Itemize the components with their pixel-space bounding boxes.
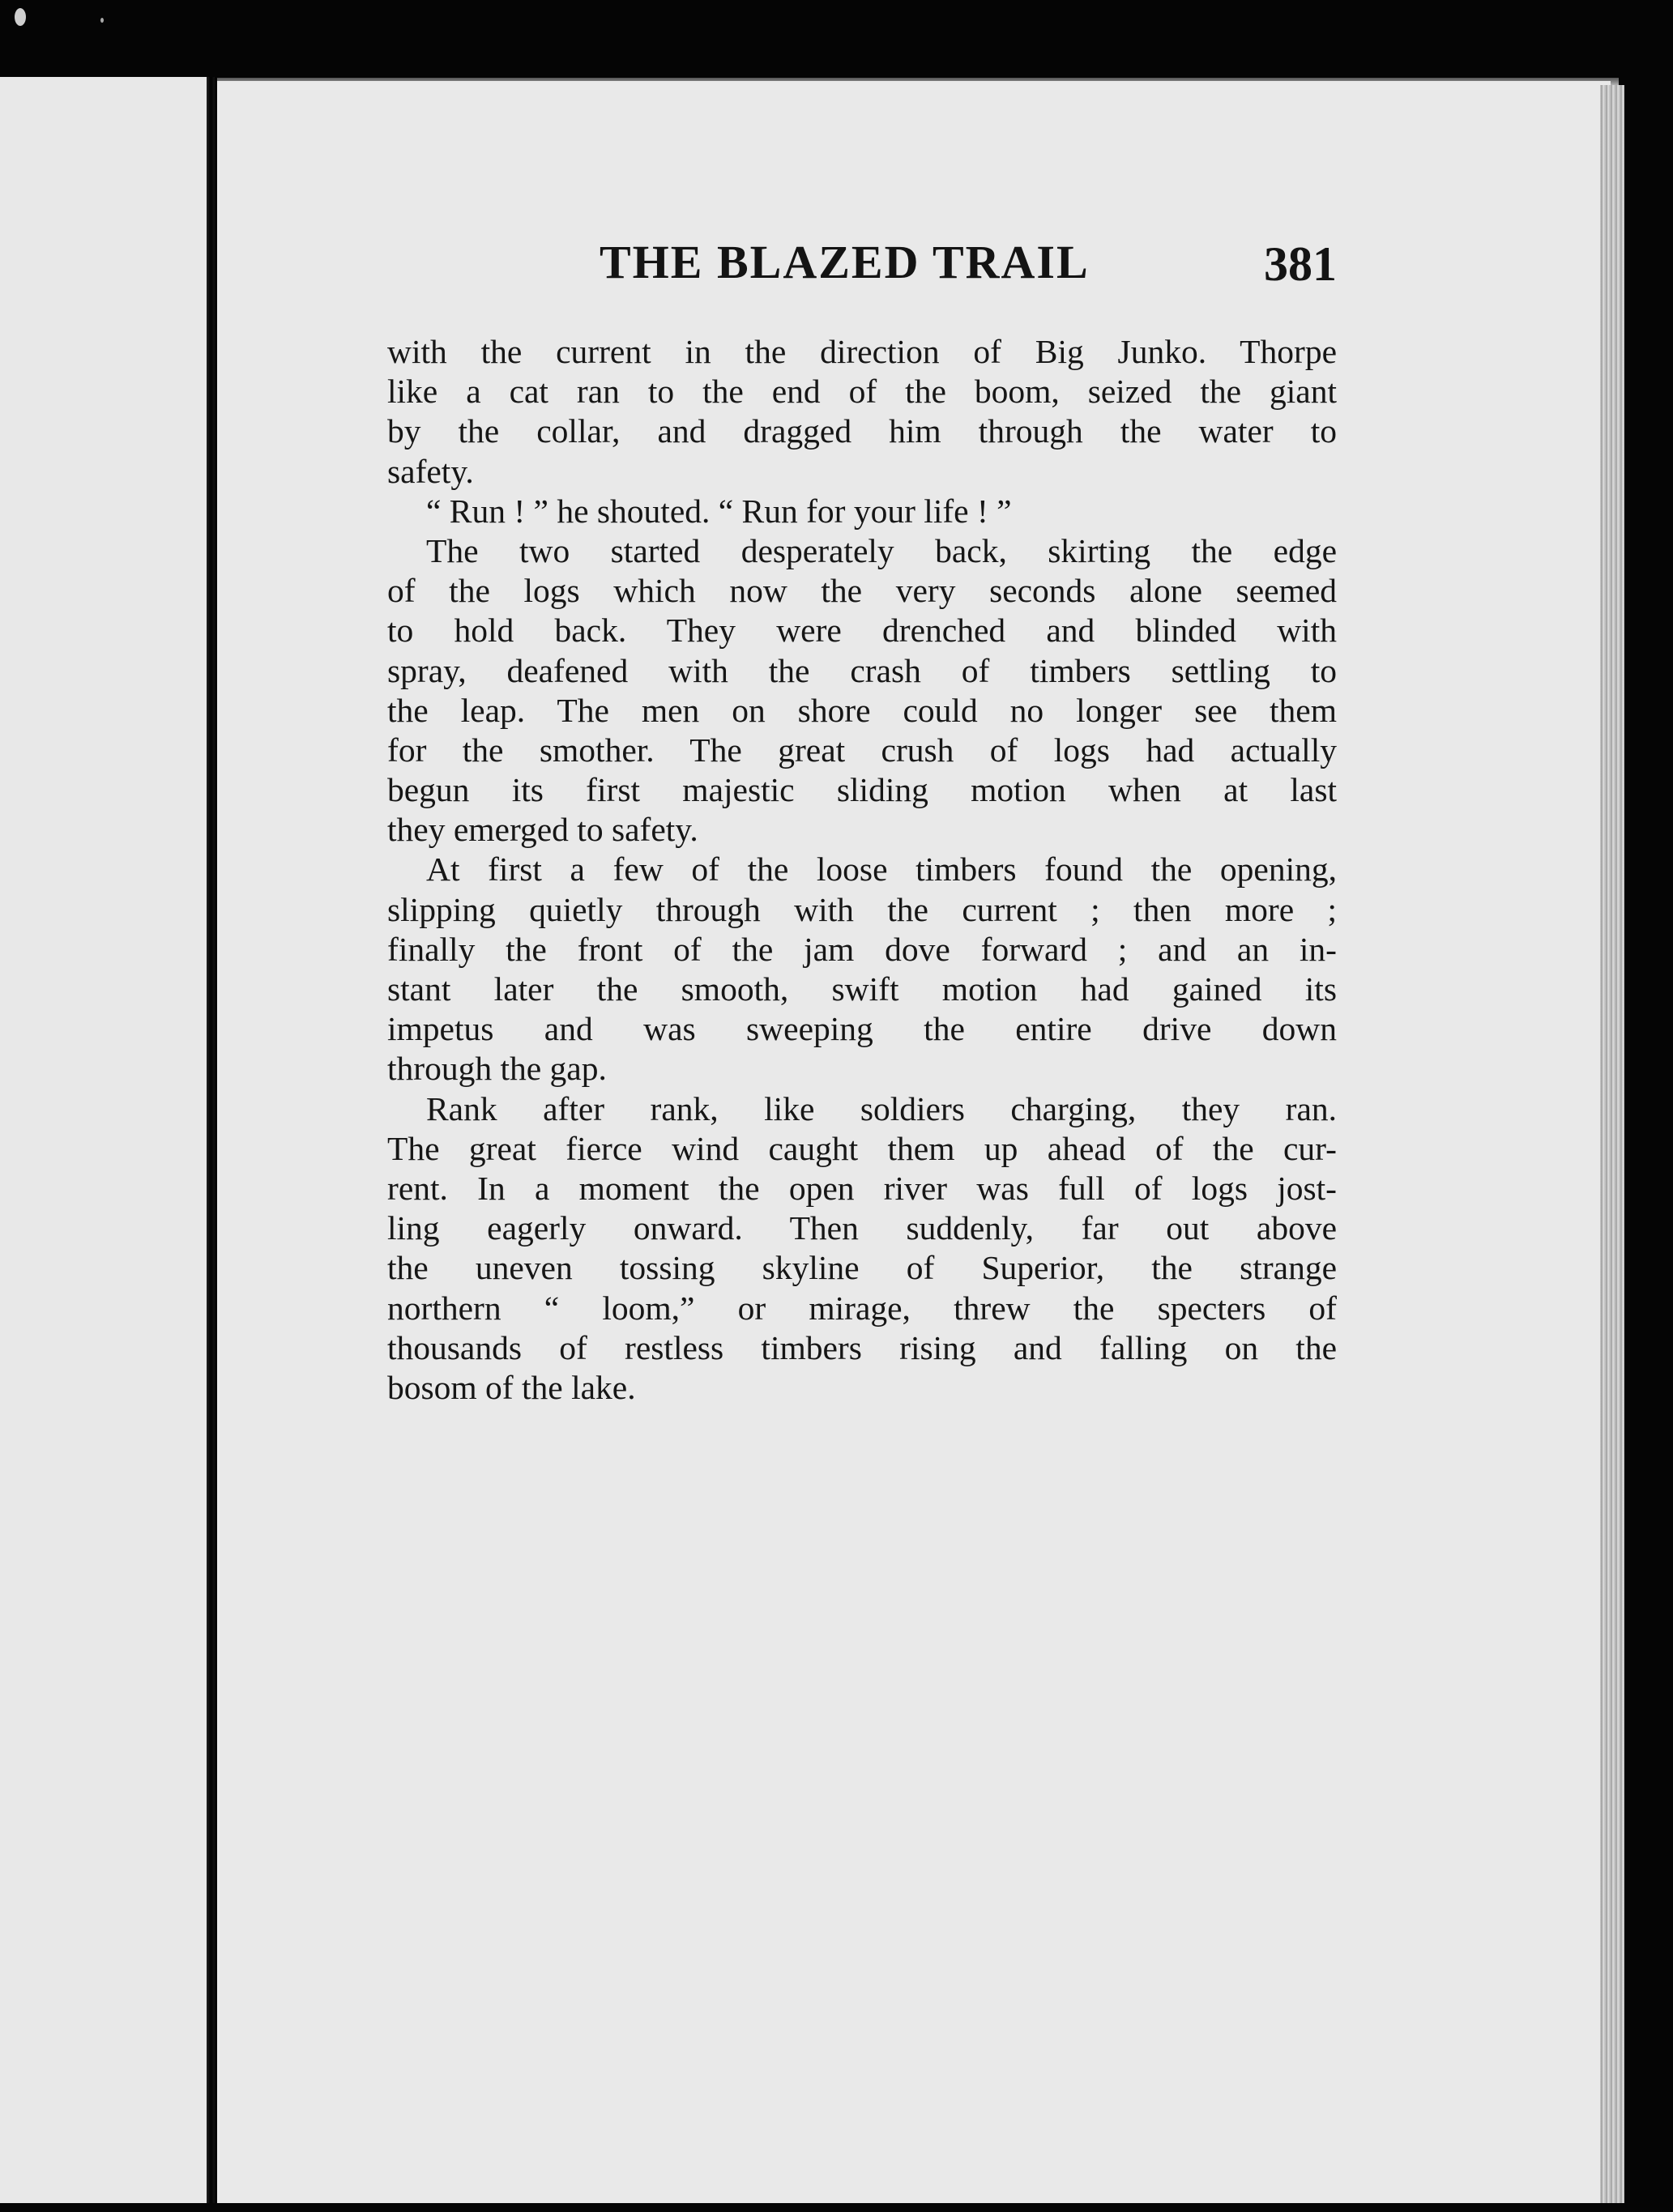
text-line: impetus and was sweeping the entire drive down (387, 1010, 1337, 1048)
body-text (387, 332, 1337, 1408)
text-line: the leap. The men on shore could no longer see them (387, 691, 1337, 729)
text-line: through the gap. (387, 1050, 607, 1088)
text-line: Rank after rank, like soldiers charging, they ran. (426, 1089, 1337, 1127)
text-line: safety. (387, 452, 474, 490)
text-line: of the logs which now the very seconds alone seemed (387, 572, 1337, 610)
text-line: “ Run ! ” he shouted. “ Run for your life ! ” (426, 492, 1012, 530)
text-line: to hold back. They were drenched and blinded with (387, 612, 1337, 650)
text-line: slipping quietly through with the current ; then more ; (387, 890, 1337, 928)
text-line: northern “ loom,” or mirage, threw the specters of (387, 1289, 1337, 1327)
text-line: finally the front of the jam dove forward ; and an in- (387, 930, 1337, 968)
text-line: by the collar, and dragged him through the water to (387, 412, 1337, 450)
text-line: bosom of the lake. (387, 1368, 636, 1406)
text-line: The two started desperately back, skirting the edge (426, 531, 1337, 569)
text-line: stant later the smooth, swift motion had gained its (387, 970, 1337, 1008)
text-line: the uneven tossing skyline of Superior, the strange (387, 1249, 1337, 1287)
text-line: The great fierce wind caught them up ahead of the cur- (387, 1129, 1337, 1167)
text-line: spray, deafened with the crash of timbers settling to (387, 651, 1337, 689)
scan-speck (15, 8, 26, 26)
text-line: for the smother. The great crush of logs had actually (387, 731, 1337, 769)
page-number: 381 (1264, 237, 1337, 291)
previous-page-sliver (0, 77, 209, 2203)
text-line: with the current in the direction of Big Junko. Thorpe (387, 333, 1337, 370)
text-line: rent. In a moment the open river was full of logs jost- (387, 1169, 1337, 1207)
text-line: thousands of restless timbers rising and falling on the (387, 1328, 1337, 1366)
running-head: THE BLAZED TRAIL (600, 236, 1090, 288)
text-line: ling eagerly onward. Then suddenly, far out above (387, 1209, 1337, 1247)
page-stack-edge (1600, 85, 1624, 2203)
text-line: like a cat ran to the end of the boom, seized the giant (387, 373, 1337, 411)
text-line: At first a few of the loose timbers found the opening, (426, 850, 1337, 889)
book-gutter (207, 77, 215, 2203)
text-line: begun its first majestic sliding motion when at last (387, 771, 1337, 809)
text-line: they emerged to safety. (387, 811, 698, 849)
scan-speck (100, 18, 104, 23)
